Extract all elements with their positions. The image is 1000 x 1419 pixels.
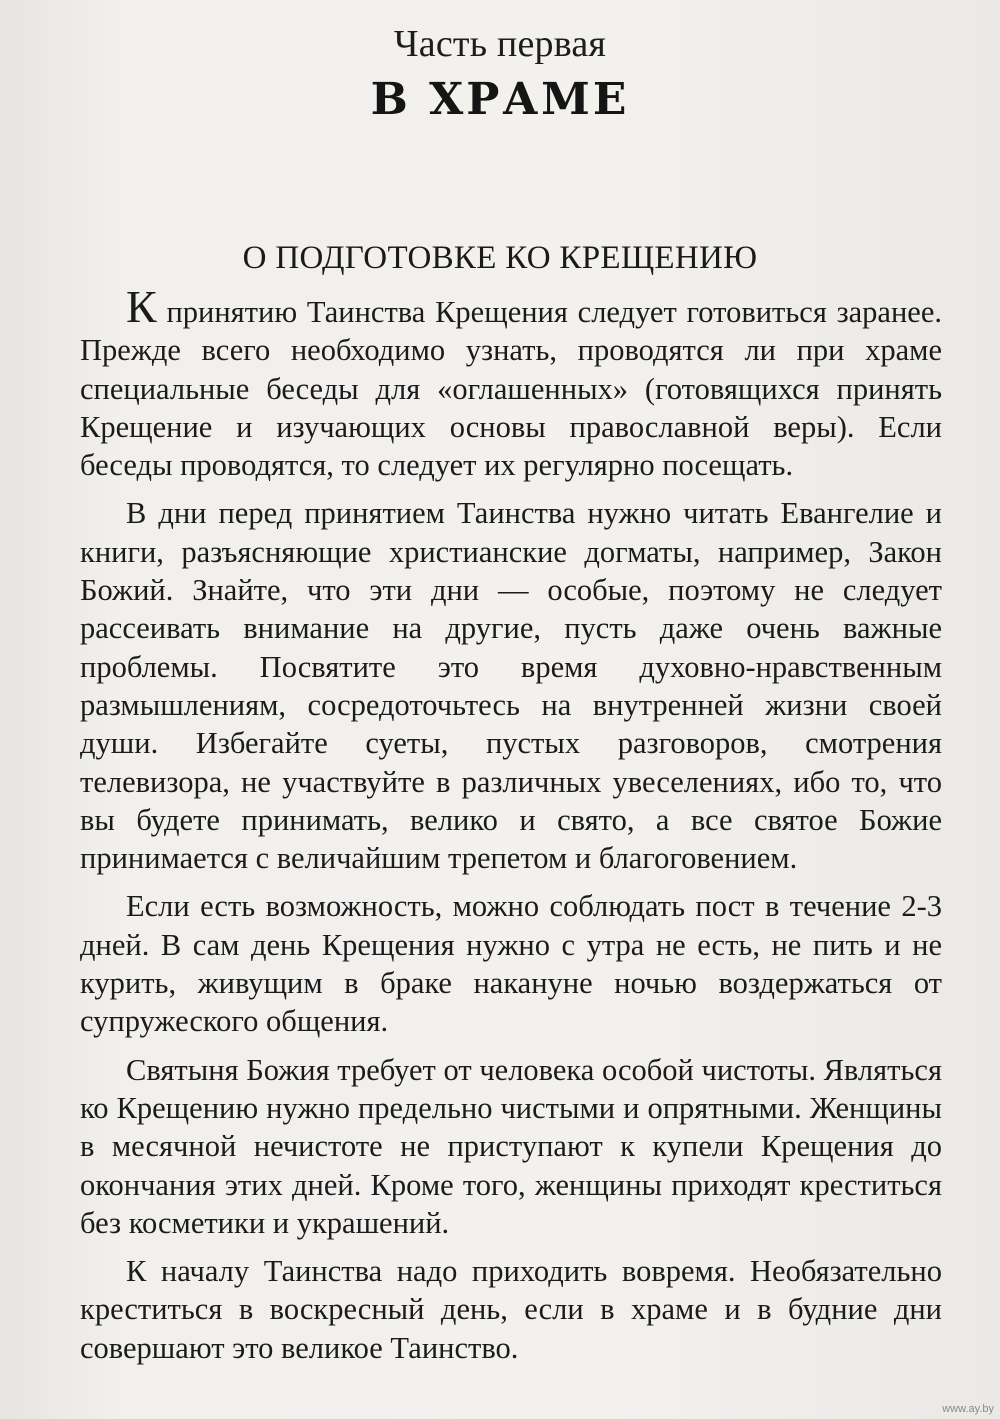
watermark: www.ay.by [942,1403,994,1415]
chapter-title: В ХРАМЕ [370,74,630,125]
drop-cap: К [126,281,157,332]
section-title: О ПОДГОТОВКЕ КО КРЕЩЕНИЮ [242,240,758,276]
paragraph-3: Если есть возможность, можно соблюдать пост в течение 2-3 дней. В сам день Крещения нужно с утра не есть, не пить и не курить, живущим в браке накануне ночью воздержаться от супружеского общения. [80,889,942,1039]
paragraph-4: Святыня Божия требует от человека особой чистоты. Являться ко Крещению нужно предельно чистыми и опрятными. Женщины в месячной нечистоте не приступают к купели Крещения до окончания этих дней. Кроме того, женщины приходят креститься без косметики и украшений. [80,1052,942,1240]
paragraph-2: В дни перед принятием Таинства нужно читать Евангелие и книги, разъясняющие христианские догматы, например, Закон Божий. Знайте, что эти дни — особые, поэтому не следует рассеивать внимание на другие, пусть даже очень важные проблемы. Посвятите это время духовно-нравственным размышлениям, сосредоточьтесь на внутренней жизни своей души. Избегайте суеты, пустых разговоров, смотрения телевизора, не участвуйте в различных увеселениях, ибо то, что вы будете принимать, велико и свято, а все святое Божие принимается с величайшим трепетом и благоговением. [80,496,942,876]
part-title: Часть первая [393,23,607,65]
paragraph-1-text: принятию Таинства Крещения следует готовиться заранее. Прежде всего необходимо узнать, проводятся ли при храме специальные беседы для «оглашенных» (готовящихся принять Крещение и изучающих основы православной веры). Если беседы проводятся, то следует их регулярно посещать. [80,295,942,483]
paragraph-1 [80,281,942,484]
paragraph-5: К началу Таинства надо приходить вовремя. Необязательно креститься в воскресный день, если в храме и в будние дни совершают это великое Таинство. [80,1254,942,1365]
body-text [80,281,942,1377]
